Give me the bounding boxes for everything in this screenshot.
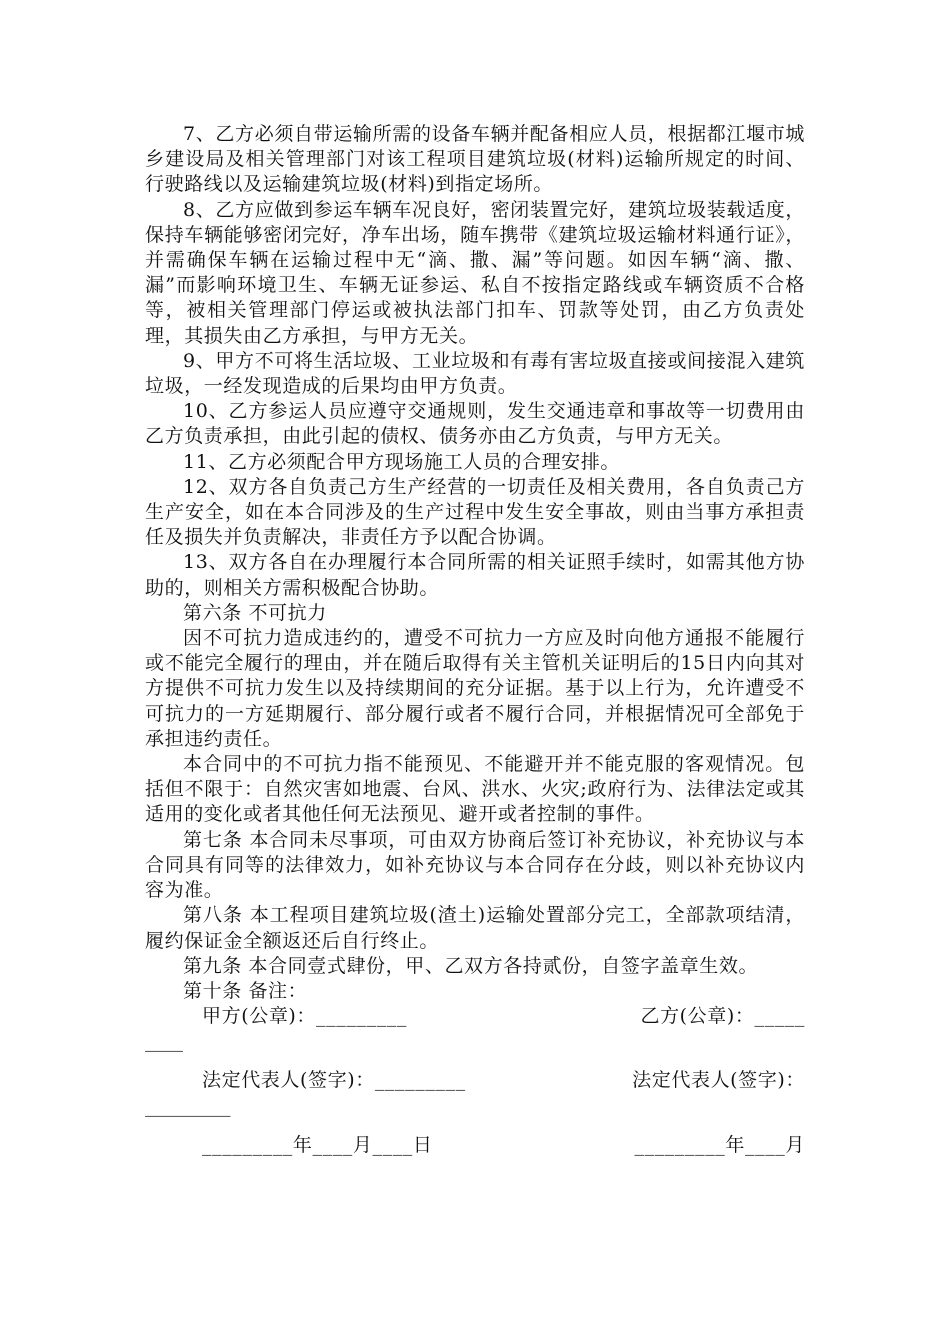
force-majeure-paragraph-2: 本合同中的不可抗力指不能预见、不能避开并不能克服的客观情况。包括但不限于：自然灾害如地震、台风、洪水、火灾;政府行为、法律法定或其适用的变化或者其他任何无法预见、避开或者控制的事件。: [145, 753, 805, 826]
party-b-representative: 法定代表人(签字)：: [632, 1069, 805, 1092]
clause-9: 9、甲方不可将生活垃圾、工业垃圾和有毒有害垃圾直接或间接混入建筑垃圾，一经发现造成的后果均由甲方负责。: [145, 349, 805, 398]
party-a-representative: 法定代表人(签字)：_________: [202, 1069, 466, 1092]
article-10-remarks: 第十条 备注：: [183, 979, 308, 1002]
article-6-heading: 第六条 不可抗力: [183, 601, 327, 624]
clause-13: 13、双方各自在办理履行本合同所需的相关证照手续时，如需其他方协助的，则相关方需积极配合协助。: [145, 551, 805, 599]
party-a-seal: 甲方(公章)：_________: [202, 1005, 407, 1028]
clause-8: 8、乙方应做到参运车辆车况良好，密闭装置完好，建筑垃圾装载适度，保持车辆能够密闭完好，净车出场，随车携带《建筑垃圾运输材料通行证》，并需确保车辆在运输过程中无“滴、撒、漏”等问题。如因车辆“滴、撒、漏”而影响环境卫生、车辆无证参运、私自不按指定路线或车辆资质不合格等，被相关管理部门停运或被执法部门扣车、罚款等处罚，由乙方负责处理，其损失由乙方承担，与甲方无关。: [145, 198, 805, 347]
clause-10: 10、乙方参运人员应遵守交通规则，发生交通违章和事故等一切费用由乙方负责承担，由此引起的债权、债务亦由乙方负责，与甲方无关。: [145, 400, 805, 448]
clause-7: 7、乙方必须自带运输所需的设备车辆并配备相应人员，根据都江堰市城乡建设局及相关管理部门对该工程项目建筑垃圾(材料)运输所规定的时间、行驶路线以及运输建筑垃圾(材料)到指定场所。: [145, 123, 805, 196]
contract-page: [145, 122, 805, 1158]
article-8: 第八条 本工程项目建筑垃圾(渣土)运输处置部分完工，全部款项结清，履约保证金全额返还后自行终止。: [145, 904, 805, 952]
party-b-seal: 乙方(公章)：_____: [640, 1005, 805, 1028]
party-b-seal-wrap: ____: [145, 1030, 183, 1053]
article-7: 第七条 本合同未尽事项，可由双方协商后签订补充协议，补充协议与本合同具有同等的法律效力，如补充协议与本合同存在分歧，则以补充协议内容为准。: [145, 828, 805, 902]
article-9: 第九条 本合同壹式肆份，甲、乙双方各持贰份，自签字盖章生效。: [183, 954, 759, 977]
party-b-representative-wrap: _________: [145, 1094, 231, 1117]
date-row: [145, 1133, 805, 1158]
force-majeure-paragraph-1: 因不可抗力造成违约的，遭受不可抗力一方应及时向他方通报不能履行或不能完全履行的理由，并在随后取得有关主管机关证明后的15日内向其对方提供不可抗力发生以及持续期间的充分证据。基于以上行为，允许遭受不可抗力的一方延期履行、部分履行或者不履行合同，并根据情况可全部免于承担违约责任。: [145, 627, 805, 750]
party-a-date: _________年____月____日: [202, 1133, 433, 1156]
seal-row: [145, 1004, 805, 1029]
representative-row: [145, 1068, 805, 1093]
clause-11: 11、乙方必须配合甲方现场施工人员的合理安排。: [183, 450, 620, 473]
party-b-date: _________年____月: [634, 1133, 805, 1156]
clause-12: 12、双方各自负责己方生产经营的一切责任及相关费用，各自负责己方生产安全，如在本合同涉及的生产过程中发生安全事故，则由当事方承担责任及损失并负责解决，非责任方予以配合协调。: [145, 475, 805, 549]
